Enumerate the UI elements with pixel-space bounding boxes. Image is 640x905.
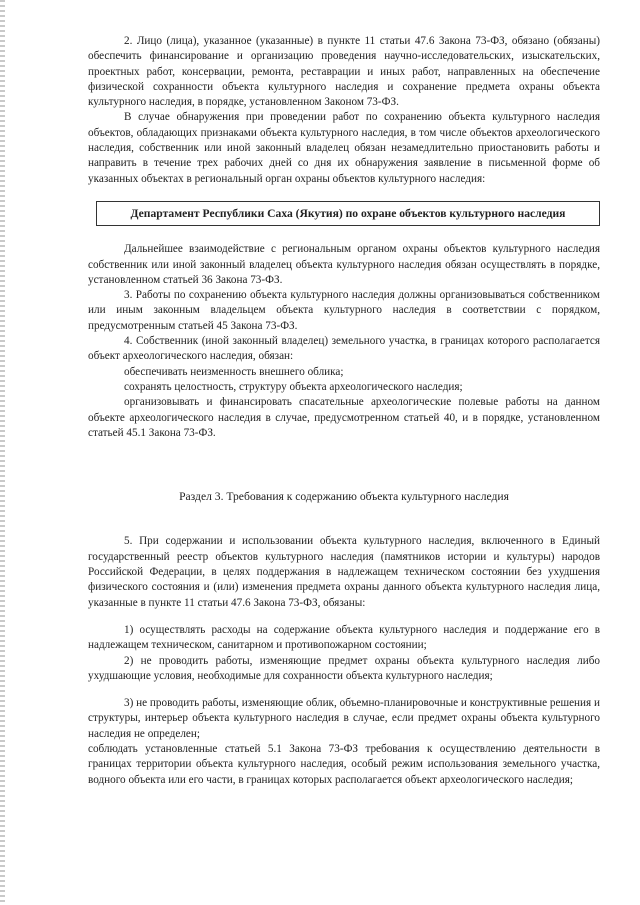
- section-3-heading: Раздел 3. Требования к содержанию объекта культурного наследия: [179, 490, 509, 504]
- paragraph-interaction: Дальнейшее взаимодействие с региональным органом охраны объектов культурного наследия собственник или иной законный владелец объекта культурного наследия обязан осуществлять в порядке, установленном статьей 36 Закона 73-ФЗ.: [88, 243, 600, 286]
- paragraph-4-item-appearance: обеспечивать неизменность внешнего облика;: [124, 365, 344, 378]
- paragraph-4-item-rescue-works: организовывать и финансировать спасательные археологические полевые работы на данном объекте археологического наследия в случае, предусмотренном статьей 40, и в порядке, установленном статьей 45.1 Закона 73-ФЗ.: [88, 396, 600, 439]
- scan-edge-artifact: [0, 0, 5, 905]
- paragraph-2: 2. Лицо (лица), указанное (указанные) в пункте 11 статьи 47.6 Закона 73-ФЗ, обязано (обязаны) обеспечить финансирование и организацию проведения научно-исследовательских, изыскательских, проектных работ, консервации, ремонта, реставрации и иных работ, направленных на обеспечение физической сохранности объекта культурного наследия и сохранение предмета охраны объекта культурного наследия, в порядке, установленном Законом 73-ФЗ.: [88, 35, 600, 109]
- paragraph-5: 5. При содержании и использовании объекта культурного наследия, включенного в Единый государственный реестр объектов культурного наследия (памятников истории и культуры) народов Российской Федерации, в целях поддержания в надлежащем техническом состоянии без ухудшения физического состояния и (или) изменения предмета охраны данного объекта культурного наследия лица, указанные в пункте 11 статьи 47.6 Закона 73-ФЗ, обязаны:: [88, 535, 600, 609]
- paragraph-5-item-2: 2) не проводить работы, изменяющие предмет охраны объекта культурного наследия либо ухудшающие условия, необходимые для сохранности объекта культурного наследия;: [88, 654, 600, 682]
- paragraph-5-item-3: 3) не проводить работы, изменяющие облик, объемно-планировочные и конструктивные решения и структуры, интерьер объекта культурного наследия в случае, если предмет охраны объекта культурного наследия не определен;: [88, 697, 600, 740]
- paragraph-5-item-territory: соблюдать установленные статьей 5.1 Закона 73-ФЗ требования к осуществлению деятельности в границах территории объекта культурного наследия, особый режим использования земельного участка, водного объекта или его части, в границах которых располагается объект археологического наследия;: [88, 742, 600, 786]
- paragraph-discovery: В случае обнаружения при проведении работ по сохранению объекта культурного наследия объектов, обладающих признаками объекта культурного наследия, в том числе объектов археологического наследия, собственник или иной законный владелец обязан незамедлительно приостановить работы и направить в течение трех рабочих дней со дня их обнаружения заявление в письменной форме об указанных объектах в региональный орган охраны объектов культурного наследия:: [88, 111, 600, 185]
- paragraph-4-item-integrity: сохранять целостность, структуру объекта археологического наследия;: [124, 380, 463, 393]
- paragraph-5-item-1: 1) осуществлять расходы на содержание объекта культурного наследия и поддержание его в надлежащем техническом, санитарном и противопожарном состоянии;: [88, 623, 600, 652]
- authority-box: Департамент Республики Саха (Якутия) по охране объектов культурного наследия: [96, 201, 600, 226]
- paragraph-4: 4. Собственник (иной законный владелец) земельного участка, в границах которого располагается объект археологического наследия, обязан:: [88, 335, 600, 363]
- paragraph-3: 3. Работы по сохранению объекта культурного наследия должны организовываться собственником или иным законным владельцем объекта культурного наследия в соответствии с порядком, предусмотренным статьей 45 Закона 73-ФЗ.: [88, 289, 600, 332]
